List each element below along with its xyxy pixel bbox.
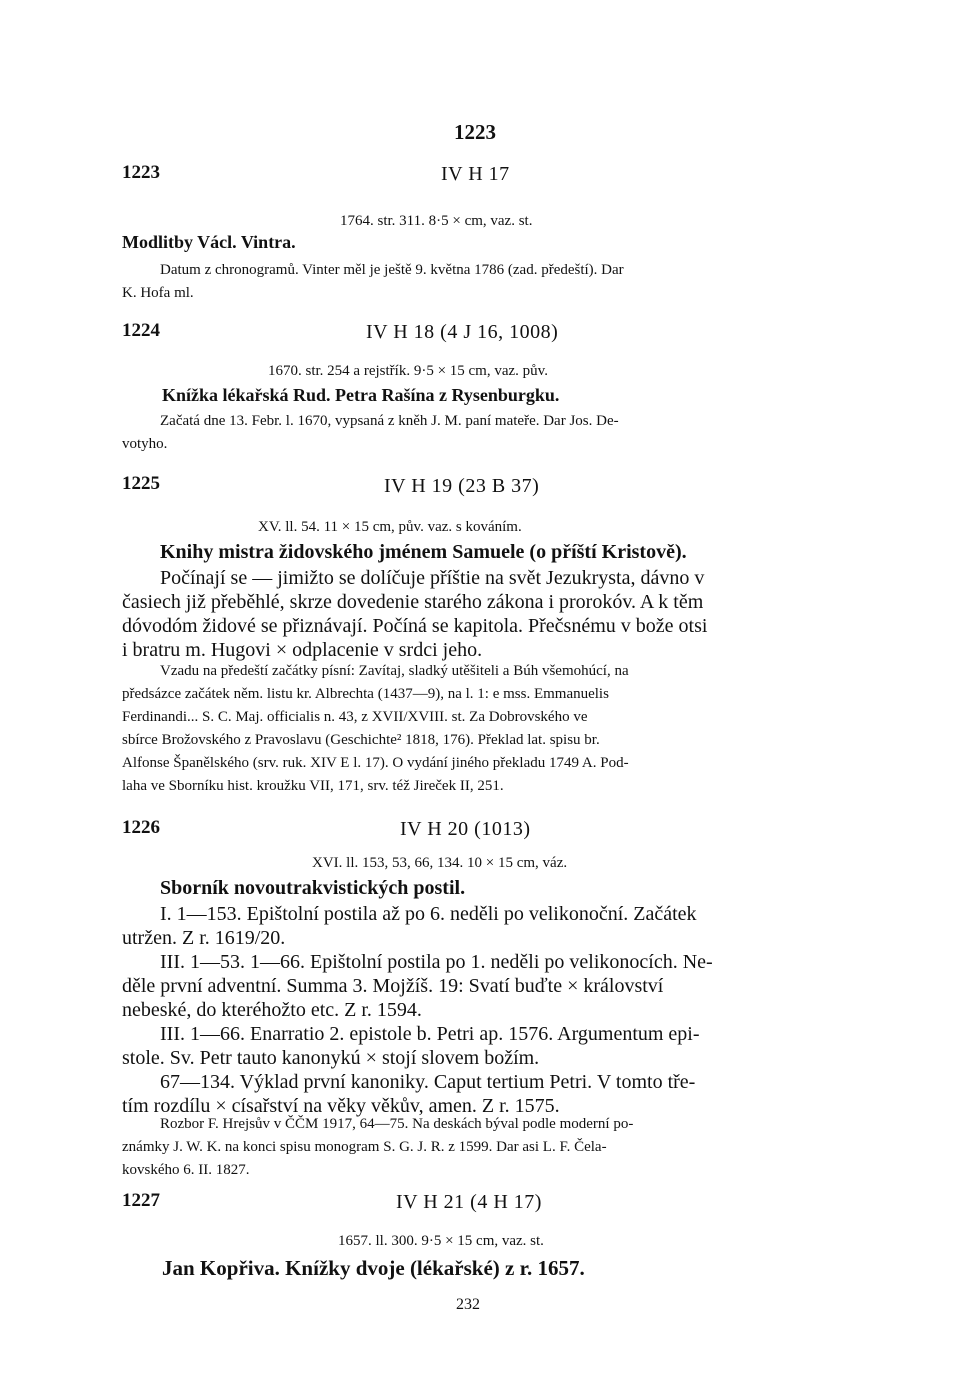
text-line: 67—134. Výklad první kanoniky. Caput tertium Petri. V tomto tře-	[160, 1071, 696, 1093]
text-line: I. 1—153. Epištolní postila až po 6. neděli po velikonoční. Začátek	[160, 903, 697, 925]
note-line: votyho.	[122, 436, 168, 452]
physical-description: 1670. str. 254 a rejstřík. 9·5 × 15 cm, vaz. pův.	[268, 363, 548, 379]
text-line: tím rozdílu × císařství na věky věkův, amen. Z r. 1575.	[122, 1095, 560, 1117]
text-line: dóvodóm židové se přiznávají. Počíná se kapitola. Přečsnému v bože otsi	[122, 615, 708, 637]
note-line: předsázce začátek něm. listu kr. Albrechta (1437—9), na l. 1: e mss. Emmanuelis	[122, 686, 609, 702]
note-line: Ferdinandi... S. C. Maj. officialis n. 43, z XVII/XVIII. st. Za Dobrovského ve	[122, 709, 588, 725]
shelf-mark: IV H 21 (4 H 17)	[396, 1191, 542, 1213]
note-line: kovského 6. II. 1827.	[122, 1162, 250, 1178]
page-number: 232	[456, 1296, 480, 1313]
text-line: III. 1—53. 1—66. Epištolní postila po 1. neděli po velikonocích. Ne-	[160, 951, 713, 973]
physical-description: 1657. ll. 300. 9·5 × 15 cm, vaz. st.	[338, 1233, 544, 1249]
note-line: Rozbor F. Hrejsův v ČČM 1917, 64—75. Na deskách býval podle moderní po-	[160, 1116, 634, 1132]
entry-number: 1225	[122, 473, 160, 494]
entry-text	[122, 566, 842, 662]
text-line: utržen. Z r. 1619/20.	[122, 927, 286, 949]
entry-text	[122, 902, 842, 1118]
entry-title: Jan Kopřiva. Knížky dvoje (lékařské) z r. 1657.	[162, 1256, 585, 1280]
entry-note	[122, 259, 842, 305]
entry-title: Knížka lékařská Rud. Petra Rašína z Rysenburgku.	[162, 385, 560, 405]
text-line: III. 1—66. Enarratio 2. epistole b. Petri ap. 1576. Argumentum epi-	[160, 1023, 700, 1045]
entry-number: 1223	[122, 162, 160, 183]
shelf-mark: IV H 17	[441, 163, 510, 185]
shelf-mark: IV H 19 (23 B 37)	[384, 475, 540, 497]
text-line: děle první adventní. Summa 3. Mojžíš. 19: Svatí buďte × království	[122, 975, 664, 997]
note-line: Datum z chronogramů. Vinter měl je ještě 9. května 1786 (zad. předeští). Dar	[160, 262, 624, 278]
shelf-mark: IV H 20 (1013)	[400, 818, 531, 840]
entry-number: 1226	[122, 817, 160, 838]
physical-description: 1764. str. 311. 8·5 × cm, vaz. st.	[340, 213, 533, 229]
note-line: K. Hofa ml.	[122, 285, 194, 301]
note-line: laha ve Sborníku hist. kroužku VII, 171, srv. též Jireček II, 251.	[122, 778, 504, 794]
text-line: časiech již přeběhlé, skrze dovedenie starého zákona i prorokóv. A k těm	[122, 591, 704, 613]
entry-number: 1224	[122, 320, 160, 341]
note-line: Vzadu na předeští začátky písní: Zavítaj, sladký utěšiteli a Búh všemohúcí, na	[160, 663, 629, 679]
entry-title: Knihy mistra židovského jménem Samuele (o příští Kristově).	[160, 541, 687, 563]
text-line: stole. Sv. Petr tauto kanonykú × stojí slovem božím.	[122, 1047, 540, 1069]
entry-number: 1227	[122, 1190, 160, 1211]
note-line: sbírce Brožovského z Pravoslavu (Geschichte² 1818, 176). Překlad lat. spisu br.	[122, 732, 600, 748]
note-line: Alfonse Španělského (srv. ruk. XIV E l. 17). O vydání jiného překladu 1749 A. Pod-	[122, 755, 629, 771]
text-line: i bratru m. Hugovi × odplacenie v srdci jeho.	[122, 639, 483, 661]
physical-description: XV. ll. 54. 11 × 15 cm, pův. vaz. s kováním.	[258, 519, 522, 535]
entry-title: Modlitby Václ. Vintra.	[122, 232, 296, 252]
running-head: 1223	[454, 120, 496, 144]
entry-note	[122, 410, 842, 456]
entry-note	[122, 660, 842, 798]
note-line: známky J. W. K. na konci spisu monogram S. G. J. R. z 1599. Dar asi L. F. Čela-	[122, 1139, 607, 1155]
shelf-mark: IV H 18 (4 J 16, 1008)	[366, 321, 559, 343]
note-line: Začatá dne 13. Febr. l. 1670, vypsaná z kněh J. M. paní mateře. Dar Jos. De-	[160, 413, 619, 429]
entry-note	[122, 1113, 842, 1182]
physical-description: XVI. ll. 153, 53, 66, 134. 10 × 15 cm, váz.	[312, 855, 568, 871]
text-line: Počínají se — jimižto se dolíčuje příštie na svět Jezukrysta, dávno v	[160, 567, 705, 589]
entry-title: Sborník novoutrakvistických postil.	[160, 877, 466, 899]
text-line: nebeské, do kteréhožto etc. Z r. 1594.	[122, 999, 422, 1021]
